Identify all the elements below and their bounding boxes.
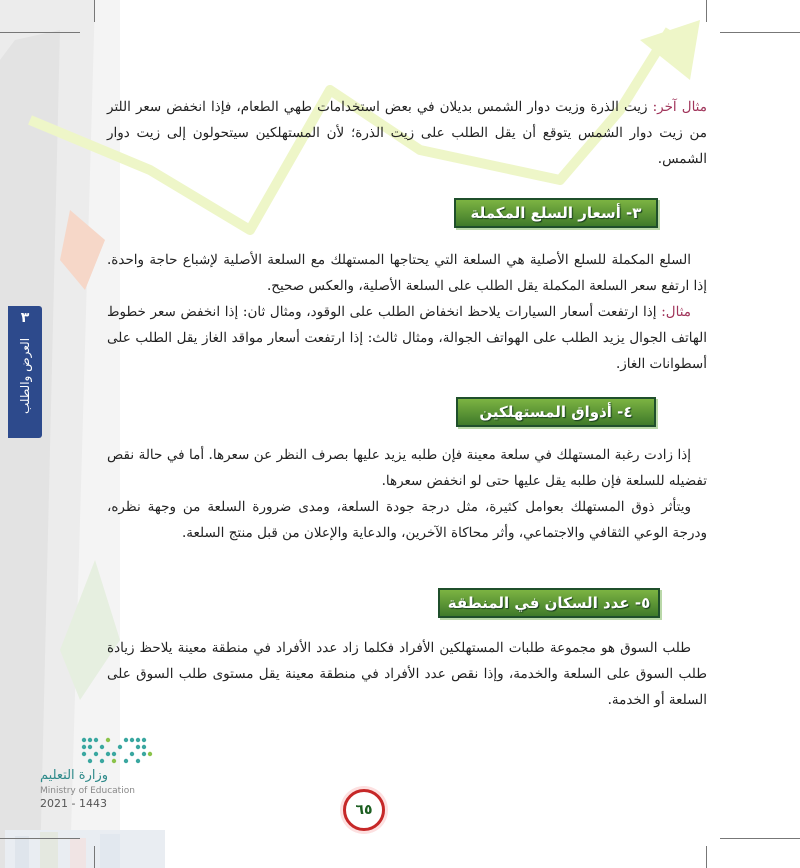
- crop-mark: [0, 838, 80, 839]
- intro-paragraph: [107, 94, 707, 172]
- intro-lead: مثال آخر:: [652, 99, 707, 115]
- crop-mark: [720, 838, 800, 839]
- section5-paragraph-1: طلب السوق هو مجموعة طلبات المستهلكين الأفراد فكلما زاد عدد الأفراد في منطقة معينة يلاحظ زيادة طلب السوق على السلعة والخدمة، وإذا نقص عدد الأفراد في منطقة معينة يقل مستوى طلب السوق على السلعة أو الخدمة.: [107, 640, 707, 708]
- section3-paragraph-2: [107, 299, 707, 377]
- crop-mark: [706, 846, 707, 868]
- crop-mark: [94, 0, 95, 22]
- section3-example-text: إذا ارتفعت أسعار السيارات يلاحظ انخفاض الطلب على الوقود، ومثال ثان: إذا انخفض سعر خطوط الهاتف الجوال يزيد الطلب على الهواتف الجوالة، ومثال ثالث: إذا ارتفعت أسعار مواقد الغاز يقل الطلب على أسطوانات الغاز.: [107, 304, 707, 372]
- section3-example-lead: مثال:: [661, 304, 691, 320]
- intro-text: زيت الذرة وزيت دوار الشمس بديلان في بعض استخدامات طهي الطعام، فإذا انخفض سعر اللتر من زيت دوار الشمس يتوقع أن يقل الطلب على زيت الذرة؛ لأن المستهلكين سيتحولون إلى زيت دوار الشمس.: [107, 99, 707, 167]
- ministry-name-arabic: وزارة التعليم: [40, 768, 109, 783]
- section-heading-population: ٥- عدد السكان في المنطقة: [438, 588, 660, 618]
- chapter-title: العرض والطلب: [18, 337, 32, 415]
- crop-mark: [720, 32, 800, 33]
- ministry-year: 2021 - 1443: [40, 797, 107, 810]
- page-number: ٦٥: [343, 789, 385, 831]
- crop-mark: [94, 846, 95, 868]
- ministry-logo: [40, 734, 170, 834]
- ministry-logo-dots-icon: [80, 734, 160, 764]
- crop-mark: [706, 0, 707, 22]
- section4-paragraph-1: إذا زادت رغبة المستهلك في سلعة معينة فإن طلبه يزيد عليها بصرف النظر عن سعرها. أما في حالة نقص تفضيله للسلعة فإن طلبه يقل عليها حتى لو انخفض سعرها.: [107, 447, 707, 489]
- section-heading-tastes: ٤- أذواق المستهلكين: [456, 397, 656, 427]
- section-heading-complementary: ٣- أسعار السلع المكملة: [454, 198, 658, 228]
- crop-mark: [0, 32, 80, 33]
- section4-paragraph-2: ويتأثر ذوق المستهلك بعوامل كثيرة، مثل درجة جودة السلعة، ومدى ضرورة السلعة من وجهة نظره، ودرجة الوعي الثقافي والاجتماعي، وأثر محاكاة الآخرين، والدعاية والإعلان من قبل منتج السلعة.: [107, 499, 707, 541]
- ministry-name-english: Ministry of Education: [40, 786, 135, 796]
- section3-paragraph-1: السلع المكملة للسلع الأصلية هي السلعة التي يحتاجها المستهلك مع السلعة الأصلية لإشباع حاجة واحدة. إذا ارتفع سعر السلعة المكملة يقل الطلب على السلعة الأصلية، والعكس صحيح.: [107, 252, 707, 294]
- chapter-number: ٣: [20, 310, 30, 326]
- chapter-side-tab: [8, 306, 42, 438]
